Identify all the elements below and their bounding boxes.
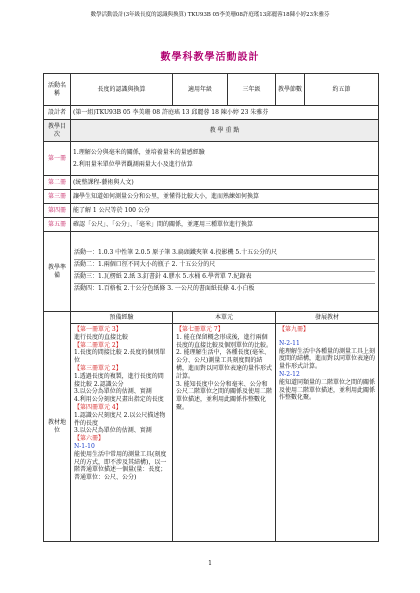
section-label-5: 第五冊 [44,218,71,232]
prep-activity-3: 活動三：1.瓦楞紙 2.紙 3.釘書針 4.膠水 5.水桶 6.學習單 7.紀錄表 [74,272,375,284]
designer-label: 設計者 [44,106,71,120]
material-line: N-1-10 [74,442,95,450]
periods-label: 教學節數 [276,74,305,106]
materials-header-next: 發展教材 [276,312,379,324]
material-line: 能理解生活中各種量的測量工具上刻度間的結構，進而對以同單位表達的量作形式計算。 [279,347,376,371]
material-line: 【第七冊單元 7】 [176,326,224,333]
document-header: 數學活動設計(3年級長度的認識與換算) TKU93B 05李美珊08許庭瑤13邱麗蓉18陳小婷23朱雅芬 [90,12,330,18]
material-line: 1.透過長度的複製，進行長度的間接比較 2.認識公分 [74,372,164,388]
unit-items [176,326,272,412]
material-line: 【第四冊單元 4】 [74,403,122,411]
materials-next-column [276,324,379,542]
page-number: 1 [208,560,212,567]
material-line: 【第二冊單元 2】 [74,341,122,349]
next-items [279,326,375,402]
section-content-2: (統整課程-藝術與人文) [71,176,379,190]
materials-prior-column [71,324,173,542]
prep-activity-4: 活動四：1.百格板 2.十公分色紙條 3. 一公尺的書面紙長條 4.小白板 [74,284,255,292]
activity-name-label: 活動名稱 [44,74,71,106]
prior-items [74,326,169,482]
material-line: 3.以公尺為單位的估測、實測 [74,427,152,435]
section-content-3: 讓學生知道如何測量公分和公里，並懂得比較大小，進而熟練如何換算 [71,190,379,204]
lesson-plan-table [43,73,379,542]
material-line: 2. 能理解生活中，各種長度(毫米、公分、公尺)測量工具刻度間的結構，進而對以同單位表達的量作形式計算。 [176,349,273,380]
section-1-line-2: 2.利用量米單位學習觀測兩量大小及進行估算 [73,160,193,168]
materials-label: 教材地位 [44,312,71,542]
section-heading-left: 教學目次 [44,120,71,142]
grade-label: 適用年級 [173,74,228,106]
material-line: 進行長度的直接比較 [74,333,129,341]
section-label-3: 第三冊 [44,190,71,204]
periods-value: 約五節 [305,74,379,106]
section-content-1 [71,142,379,176]
prep-activity-1: 活動一：1.0.3 中性筆 2.0.5 原子筆 3.扁頭鐵夾筆 4.投影機 5.十五公分的尺 [74,248,375,260]
materials-header-unit: 本單元 [173,312,276,324]
material-line: 1. 能在保留概念形成後，進行兩個長度的直接比較及個別單位的比較。 [176,333,273,349]
material-line: 能知道同類量的二階單位之間的關係及使用二階單位描述，並利用此關係作整數化聚。 [279,378,376,402]
material-line: 【第三冊單元 2】 [74,364,122,372]
material-line: 【第六冊】 [74,435,105,443]
material-line: 【第九冊】 [279,326,310,333]
section-heading-right: 教 學 重 點 [71,120,379,142]
section-label-2: 第二冊 [44,176,71,190]
prep-label: 教學準備 [44,232,71,312]
designer-value: (第一組)TKU93B 05 李美珊 08 許庭瑤 13 邱麗蓉 18 陳小婷 23 朱雅芬 [71,106,379,120]
section-content-5: 確認「公尺」、「公分」、「毫米」間的關係，並運用三種單位進行換算 [71,218,379,232]
material-line: N-2-11 [279,339,300,347]
document-title: 數學科教學活動設計 [160,52,260,63]
section-content-4: 能了解 1 公尺等於 100 公分 [71,204,379,218]
activity-name-value: 長度的認識與換算 [71,74,173,106]
materials-header-prior: 預備經驗 [71,312,173,324]
section-label-1: 第一冊 [44,142,71,176]
material-line: 1.認識公尺刻度尺 2.以公尺描述物件的長度 [74,411,166,427]
material-line: 1.長度的間接比較 2.長度的個別單位 [74,349,166,365]
material-line: 3. 能知長度中公分和毫米、公分和公尺二階單位之間的關係及使用二階單位描述，並利用此關係作整數化聚。 [176,380,273,411]
section-label-4: 第四冊 [44,204,71,218]
material-line: 【第一冊單元 3】 [74,326,122,333]
prep-content [71,232,379,312]
materials-unit-column [173,324,276,542]
material-line: N-2-12 [279,370,300,378]
grade-value: 三年級 [228,74,276,106]
material-line: 3.以公分為單位的估測、實測 [74,388,152,396]
section-1-line-1: 1.理解公分與毫米的關係，並培養量米的量感經驗 [73,148,205,156]
material-line: 能使用生活中常用的測量工具(刻度尺的方式，即不涉及其結構)，以一階普通單位描述一個量(量：長度；普通單位：公尺、公分) [74,450,167,482]
material-line: 4.利用公分刻度尺畫出指定的長度 [74,396,164,404]
prep-activity-2: 活動二：1.兩個口徑不同大小的瓶子 2. 十五公分的尺 [74,260,375,272]
